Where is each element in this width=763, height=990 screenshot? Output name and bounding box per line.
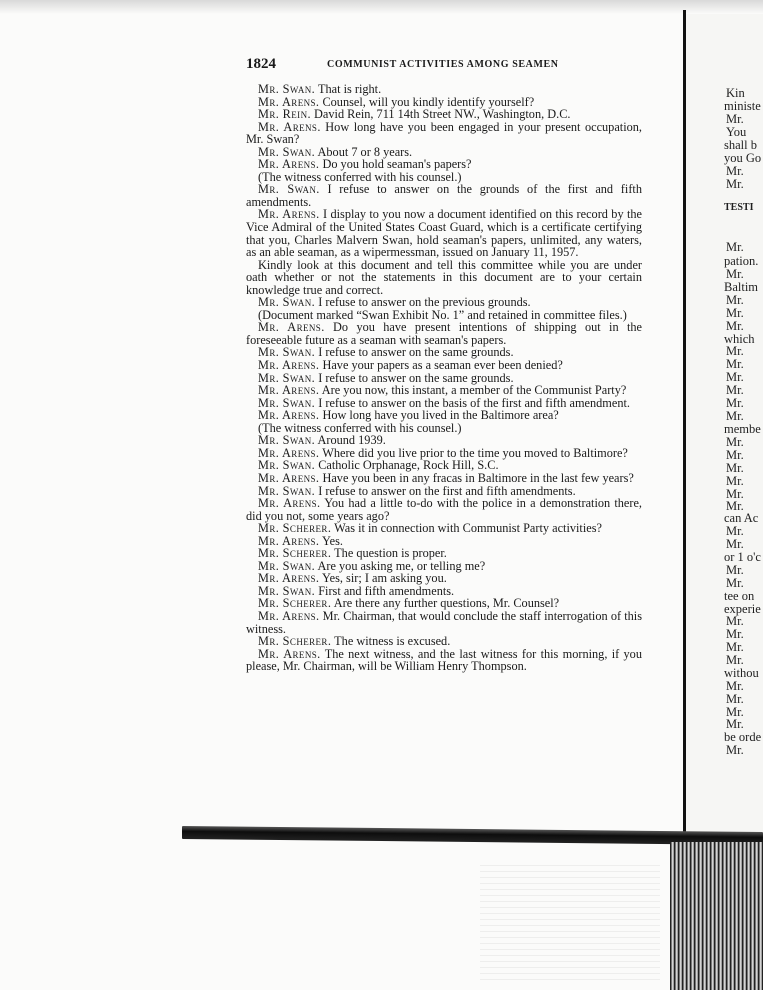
paragraph-text: Catholic Orphanage, Rock Hill, S.C. (318, 458, 499, 473)
speaker-name: Mr. Scherer. (258, 521, 332, 536)
page-number: 1824 (246, 56, 276, 72)
speaker-name: Mr. Swan. (258, 182, 320, 197)
speaker-name: Mr. Scherer. (258, 546, 332, 561)
paragraph-text: Do you hold seaman's papers? (322, 157, 472, 172)
facing-page-line: Mr. (726, 177, 744, 191)
facing-page-line: membe (724, 422, 761, 436)
speaker-name: Mr. Swan. (258, 295, 316, 310)
speaker-name: Mr. Swan. (258, 82, 316, 96)
transcript-paragraph (246, 648, 642, 673)
paragraph-text: I refuse to answer on the grounds of the first and fifth amendments. (246, 182, 642, 209)
paragraph-text: (The witness conferred with his counsel.) (258, 169, 462, 184)
paragraph-text: Are you now, this instant, a member of the Communist Party? (321, 383, 627, 398)
facing-page-line: Baltim (724, 280, 759, 294)
speaker-name: Mr. Arens. (258, 496, 321, 511)
facing-page-line: Mr. (726, 319, 744, 333)
facing-page-line: Mr. (726, 409, 744, 423)
paragraph-text: Kindly look at this document and tell this committee while you are under oath whether or not the statements in this document are to your certain knowledge true and correct. (246, 257, 642, 297)
paragraph-text: I refuse to answer on the basis of the first and fifth amendment. (318, 395, 630, 410)
facing-page-line: shall b (724, 138, 757, 152)
transcript-paragraph (246, 259, 642, 297)
paragraph-text: I refuse to answer on the first and fifth amendments. (318, 483, 576, 498)
facing-page-line: Mr. (726, 370, 744, 384)
paragraph-text: Where did you live prior to the time you moved to Baltimore? (322, 445, 628, 460)
facing-page-line: Mr. (726, 435, 744, 449)
paragraph-text: First and fifth amendments. (318, 583, 455, 598)
speaker-name: Mr. Scherer. (258, 634, 332, 649)
transcript-paragraph (246, 121, 642, 146)
speaker-name: Mr. Arens. (258, 408, 320, 423)
speaker-name: Mr. Swan. (258, 458, 316, 473)
transcript-paragraph (246, 321, 642, 346)
paragraph-text: The next witness, and the last witness for this morning, if you please, Mr. Chairman, will be William Henry Thompson. (246, 646, 642, 674)
facing-page-line: You (726, 125, 747, 139)
scan-shadow (670, 842, 763, 990)
facing-page-line: Mr. (726, 461, 744, 475)
speaker-name: Mr. Swan. (258, 395, 316, 410)
facing-page-line: Mr. (726, 487, 744, 501)
facing-page-line: Mr. (726, 679, 744, 693)
facing-page-line: Mr. (726, 717, 744, 731)
paragraph-text: Have you been in any fracas in Baltimore in the last few years? (322, 470, 634, 485)
facing-page-line: Mr. (726, 267, 744, 281)
facing-page-line: Mr. (726, 692, 744, 706)
speaker-name: Mr. Swan. (258, 144, 316, 159)
paragraph-text: I refuse to answer on the previous grounds. (318, 295, 531, 310)
transcript-paragraph (246, 208, 642, 258)
facing-page-line: ministe (724, 99, 761, 113)
paragraph-text: Yes. (322, 533, 343, 548)
speaker-name: Mr. Swan. (258, 583, 316, 598)
facing-page-line: which (724, 332, 755, 346)
facing-page-line: TESTI (724, 202, 754, 213)
speaker-name: Mr. Swan. (258, 370, 316, 385)
facing-page-line: Mr. (726, 383, 744, 397)
speaker-name: Mr. Arens. (258, 470, 320, 485)
paragraph-text: The question is proper. (334, 546, 447, 561)
transcript-body (246, 83, 642, 673)
facing-page-line: be orde (724, 730, 762, 744)
paragraph-text: I refuse to answer on the same grounds. (318, 345, 514, 360)
transcript-paragraph (246, 610, 642, 635)
speaker-name: Mr. Arens. (258, 119, 321, 134)
facing-page-line: experie (724, 602, 761, 616)
facing-page-line: withou (724, 666, 759, 680)
facing-page-line: Mr. (726, 743, 744, 757)
facing-page-line: Mr. (726, 537, 744, 551)
facing-page-line: Mr. (726, 164, 744, 178)
speaker-name: Mr. Arens. (258, 608, 320, 623)
paragraph-text: Are you asking me, or telling me? (317, 558, 486, 573)
speaker-name: Mr. Swan. (258, 433, 316, 448)
facing-page-line: Mr. (726, 112, 744, 126)
facing-page-line: Mr. (726, 396, 744, 410)
facing-page-line: pation. (724, 254, 759, 268)
paragraph-text: David Rein, 711 14th Street NW., Washington, D.C. (314, 107, 571, 122)
paragraph-text: (The witness conferred with his counsel.) (258, 420, 462, 435)
facing-page-line: Mr. (726, 474, 744, 488)
facing-page-line: Mr. (726, 344, 744, 358)
paragraph-text: Around 1939. (317, 433, 386, 448)
facing-page-line: Mr. (726, 705, 744, 719)
paragraph-text: The witness is excused. (334, 634, 451, 649)
facing-page-line: Mr. (726, 524, 744, 538)
page-header (246, 56, 642, 74)
paragraph-text: Have your papers as a seaman ever been denied? (322, 358, 563, 373)
transcript-paragraph (246, 183, 642, 208)
speaker-name: Mr. Rein. (258, 107, 311, 122)
facing-page-line: Mr. (726, 499, 744, 513)
paragraph-text: How long have you lived in the Baltimore area? (322, 408, 559, 423)
speaker-name: Mr. Arens. (258, 383, 320, 398)
speaker-name: Mr. Arens. (258, 445, 320, 460)
paragraph-text: You had a little to-do with the police in a demonstration there, did you not, some years ago? (246, 496, 643, 523)
speaker-name: Mr. Arens. (258, 320, 325, 335)
paragraph-text: Was it in connection with Communist Party activities? (334, 521, 602, 536)
facing-page-line: Mr. (726, 640, 744, 654)
facing-page-line: or 1 o'c (724, 550, 761, 564)
paragraph-text: I refuse to answer on the same grounds. (318, 370, 514, 385)
facing-page-line: tee on (724, 589, 755, 603)
facing-page-line: Mr. (726, 614, 744, 628)
speaker-name: Mr. Swan. (258, 483, 316, 498)
paragraph-text: How long have you been engaged in your present occupation, Mr. Swan? (246, 119, 642, 147)
paragraph-text: Mr. Chairman, that would conclude the staff interrogation of this witness. (246, 608, 643, 636)
facing-page-line: Mr. (726, 576, 744, 590)
transcript-paragraph (246, 497, 642, 522)
speaker-name: Mr. Swan. (258, 558, 316, 573)
speaker-name: Mr. Arens. (258, 646, 321, 661)
facing-page-line: Mr. (726, 627, 744, 641)
running-title: COMMUNIST ACTIVITIES AMONG SEAMEN (327, 59, 559, 70)
speaker-name: Mr. Arens. (258, 94, 320, 109)
speaker-name: Mr. Arens. (258, 207, 320, 222)
paragraph-text: That is right. (317, 82, 382, 96)
paragraph-text: (Document marked “Swan Exhibit No. 1” and retained in committee files.) (258, 307, 627, 322)
paragraph-text: I display to you now a document identified on this record by the Vice Admiral of the United States Coast Guard, which is a certificate certifying that you, Charles Malvern Swan, hold seaman's papers, unlimited, any waters, as an able seaman, as a wipermessman, issued on January 11, 1957. (246, 207, 642, 260)
facing-page-line: Mr. (726, 653, 744, 667)
paragraph-text: Counsel, will you kindly identify yourself? (322, 94, 535, 109)
speaker-name: Mr. Scherer. (258, 596, 332, 611)
facing-page-line: can Ac (724, 511, 759, 525)
facing-page-line: Mr. (726, 306, 744, 320)
speaker-name: Mr. Swan. (258, 345, 316, 360)
scan-noise (480, 860, 660, 980)
speaker-name: Mr. Arens. (258, 571, 320, 586)
facing-page-line: Mr. (726, 357, 744, 371)
facing-page-line: you Go (724, 151, 762, 165)
facing-page-line: Mr. (726, 293, 744, 307)
facing-page-line: Mr. (726, 563, 744, 577)
speaker-name: Mr. Arens. (258, 157, 320, 172)
facing-page (686, 14, 763, 848)
speaker-name: Mr. Arens. (258, 358, 320, 373)
speaker-name: Mr. Arens. (258, 533, 320, 548)
paragraph-text: Do you have present intentions of shipping out in the foreseeable future as a seaman with seaman's papers. (246, 320, 642, 347)
facing-page-line: Mr. (726, 448, 744, 462)
paragraph-text: About 7 or 8 years. (317, 144, 413, 159)
facing-page-line: Mr. (726, 240, 744, 254)
paragraph-text: Yes, sir; I am asking you. (322, 571, 447, 586)
facing-page-line: Kin (726, 86, 745, 100)
paragraph-text: Are there any further questions, Mr. Counsel? (333, 596, 560, 611)
page-top-edge (0, 0, 763, 14)
